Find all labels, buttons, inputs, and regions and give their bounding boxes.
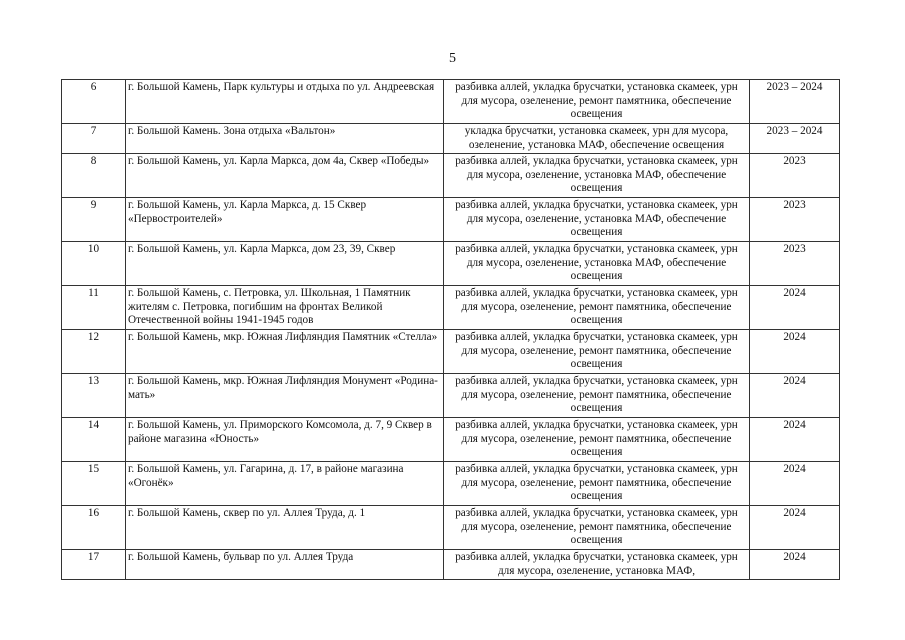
table-row xyxy=(62,154,840,198)
row-number-cell: 13 xyxy=(62,374,126,418)
works-cell: разбивка аллей, укладка брусчатки, установка скамеек, урн для мусора, озеленение, ремонт памятника, обеспечение освещения xyxy=(444,330,750,374)
object-cell: г. Большой Камень, бульвар по ул. Аллея Труда xyxy=(126,550,444,580)
table-row xyxy=(62,286,840,330)
object-cell: г. Большой Камень, мкр. Южная Лифляндия Монумент «Родина-мать» xyxy=(126,374,444,418)
table-row xyxy=(62,418,840,462)
works-cell: укладка брусчатки, установка скамеек, урн для мусора, озеленение, установка МАФ, обеспечение освещения xyxy=(444,124,750,154)
table-row xyxy=(62,374,840,418)
works-cell: разбивка аллей, укладка брусчатки, установка скамеек, урн для мусора, озеленение, ремонт памятника, обеспечение освещения xyxy=(444,374,750,418)
works-cell: разбивка аллей, укладка брусчатки, установка скамеек, урн для мусора, озеленение, ремонт памятника, обеспечение освещения xyxy=(444,506,750,550)
row-number-cell: 17 xyxy=(62,550,126,580)
works-cell: разбивка аллей, укладка брусчатки, установка скамеек, урн для мусора, озеленение, ремонт памятника, обеспечение освещения xyxy=(444,418,750,462)
object-cell: г. Большой Камень, Парк культуры и отдыха по ул. Андреевская xyxy=(126,80,444,124)
object-cell: г. Большой Камень, ул. Карла Маркса, дом 23, 39, Сквер xyxy=(126,242,444,286)
table-row xyxy=(62,198,840,242)
row-number-cell: 8 xyxy=(62,154,126,198)
years-cell: 2023 xyxy=(750,198,840,242)
row-number-cell: 16 xyxy=(62,506,126,550)
table-row xyxy=(62,550,840,580)
object-cell: г. Большой Камень, сквер по ул. Аллея Труда, д. 1 xyxy=(126,506,444,550)
years-cell: 2024 xyxy=(750,330,840,374)
works-cell: разбивка аллей, укладка брусчатки, установка скамеек, урн для мусора, озеленение, ремонт памятника, обеспечение освещения xyxy=(444,80,750,124)
object-cell: г. Большой Камень, ул. Карла Маркса, дом 4а, Сквер «Победы» xyxy=(126,154,444,198)
row-number-cell: 12 xyxy=(62,330,126,374)
years-cell: 2023 xyxy=(750,242,840,286)
object-cell: г. Большой Камень. Зона отдыха «Вальтон» xyxy=(126,124,444,154)
object-cell: г. Большой Камень, мкр. Южная Лифляндия Памятник «Стелла» xyxy=(126,330,444,374)
row-number-cell: 10 xyxy=(62,242,126,286)
years-cell: 2023 xyxy=(750,154,840,198)
years-cell: 2024 xyxy=(750,462,840,506)
row-number-cell: 14 xyxy=(62,418,126,462)
table-row xyxy=(62,506,840,550)
works-cell: разбивка аллей, укладка брусчатки, установка скамеек, урн для мусора, озеленение, ремонт памятника, обеспечение освещения xyxy=(444,286,750,330)
row-number-cell: 11 xyxy=(62,286,126,330)
object-cell: г. Большой Камень, с. Петровка, ул. Школьная, 1 Памятник жителям с. Петровка, погибшим на фронтах Великой Отечественной войны 1941-1945 годов xyxy=(126,286,444,330)
table-row xyxy=(62,80,840,124)
years-cell: 2024 xyxy=(750,550,840,580)
years-cell: 2023 – 2024 xyxy=(750,124,840,154)
table-row xyxy=(62,242,840,286)
object-cell: г. Большой Камень, ул. Карла Маркса, д. 15 Сквер «Первостроителей» xyxy=(126,198,444,242)
improvement-works-table xyxy=(61,79,840,580)
row-number-cell: 6 xyxy=(62,80,126,124)
row-number-cell: 7 xyxy=(62,124,126,154)
years-cell: 2023 – 2024 xyxy=(750,80,840,124)
row-number-cell: 9 xyxy=(62,198,126,242)
works-cell: разбивка аллей, укладка брусчатки, установка скамеек, урн для мусора, озеленение, установка МАФ, xyxy=(444,550,750,580)
row-number-cell: 15 xyxy=(62,462,126,506)
page-number: 5 xyxy=(449,51,456,66)
works-cell: разбивка аллей, укладка брусчатки, установка скамеек, урн для мусора, озеленение, установка МАФ, обеспечение освещения xyxy=(444,198,750,242)
works-cell: разбивка аллей, укладка брусчатки, установка скамеек, урн для мусора, озеленение, установка МАФ, обеспечение освещения xyxy=(444,154,750,198)
years-cell: 2024 xyxy=(750,374,840,418)
object-cell: г. Большой Камень, ул. Гагарина, д. 17, в районе магазина «Огонёк» xyxy=(126,462,444,506)
works-cell: разбивка аллей, укладка брусчатки, установка скамеек, урн для мусора, озеленение, ремонт памятника, обеспечение освещения xyxy=(444,462,750,506)
years-cell: 2024 xyxy=(750,506,840,550)
works-cell: разбивка аллей, укладка брусчатки, установка скамеек, урн для мусора, озеленение, установка МАФ, обеспечение освещения xyxy=(444,242,750,286)
years-cell: 2024 xyxy=(750,286,840,330)
years-cell: 2024 xyxy=(750,418,840,462)
table-row xyxy=(62,124,840,154)
object-cell: г. Большой Камень, ул. Приморского Комсомола, д. 7, 9 Сквер в районе магазина «Юность» xyxy=(126,418,444,462)
table-row xyxy=(62,462,840,506)
table-row xyxy=(62,330,840,374)
